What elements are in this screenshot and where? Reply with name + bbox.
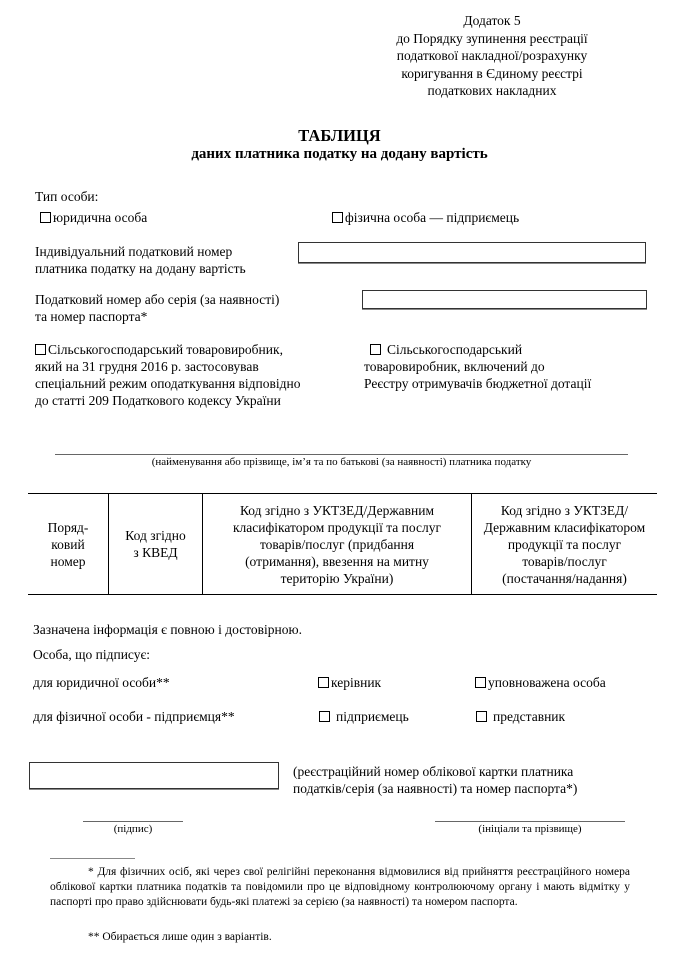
option-label: підприємець [336, 709, 409, 724]
person-type-individual-entrepreneur[interactable] [332, 209, 519, 226]
signature-line[interactable] [83, 821, 183, 822]
checkbox[interactable] [319, 711, 330, 722]
appendix-header [372, 12, 612, 100]
signer-row-individual-label: для фізичної особи - підприємця** [33, 709, 235, 724]
option-text: Сільськогосподарський товаровиробник, [48, 342, 283, 357]
confirmation-text: Зазначена інформація є повною і достовірною. [33, 622, 302, 637]
footnote-separator [50, 858, 135, 859]
ipn-label-line: Індивідуальний податковий номер [35, 244, 233, 259]
checkbox[interactable] [476, 711, 487, 722]
checkbox[interactable] [332, 212, 343, 223]
initials-caption: (ініціали та прізвище) [478, 823, 582, 835]
option-text: спеціальний режим оподаткування відповідно [35, 376, 301, 391]
appendix-line: податкової накладної/розрахунку [396, 48, 588, 64]
checkbox[interactable] [370, 344, 381, 355]
appendix-line: податкових накладних [427, 83, 557, 99]
option-label: представник [493, 709, 566, 724]
option-label: уповноважена особа [488, 675, 606, 690]
col-header-supply-code: Код згідно з УКТЗЕД/ Державним класифікатором продукції та послуг товарів/послуг (постачання/надання) [472, 494, 658, 595]
option-label: керівник [331, 675, 382, 690]
person-type-label: Тип особи: [35, 189, 99, 204]
table-header-row [28, 494, 657, 595]
document-subtitle: даних платника податку на додану вартість [191, 146, 488, 162]
person-type-legal-entity[interactable] [40, 209, 147, 226]
signer-option-authorized-person[interactable] [475, 674, 606, 691]
tax-number-field[interactable] [362, 290, 647, 309]
option-text: до статті 209 Податкового кодексу України [35, 393, 281, 408]
checkbox[interactable] [40, 212, 51, 223]
option-text: Сільськогосподарський [387, 342, 523, 357]
col-header-sequence-number: Поряд- ковий номер [28, 494, 109, 595]
caption-line: податків/серія (за наявності) та номер паспорта*) [293, 781, 578, 796]
ipn-label [35, 243, 246, 277]
signer-label: Особа, що підписує: [33, 647, 151, 662]
agri-producer-special-regime[interactable] [35, 341, 335, 409]
document-title: ТАБЛИЦЯ [298, 126, 381, 145]
ipn-field[interactable] [298, 242, 646, 263]
signer-option-director[interactable] [318, 674, 381, 691]
checkbox[interactable] [475, 677, 486, 688]
caption-line: (реєстраційний номер облікової картки платника [293, 764, 574, 779]
registration-number-caption [293, 763, 577, 797]
col-header-kved-code: Код згідно з КВЕД [109, 494, 203, 595]
name-signature-line[interactable] [55, 454, 628, 455]
option-text: який на 31 грудня 2016 р. застосовував [35, 359, 259, 374]
signer-row-legal-label: для юридичної особи** [33, 675, 170, 690]
registration-number-input[interactable] [30, 763, 278, 788]
checkbox[interactable] [318, 677, 329, 688]
option-label: фізична особа — підприємець [345, 210, 520, 225]
name-caption: (найменування або прізвище, ім’я та по батькові (за наявності) платника податку [151, 456, 532, 468]
appendix-line: до Порядку зупинення реєстрації [396, 30, 588, 46]
tax-number-input[interactable] [363, 291, 646, 308]
ipn-label-line: платника податку на додану вартість [35, 261, 246, 276]
agri-producer-subsidy-registry[interactable] [364, 341, 654, 392]
signature-caption: (підпис) [113, 823, 153, 835]
appendix-line: коригування в Єдиному реєстрі [401, 65, 583, 81]
footnote-1: * Для фізичних осіб, які через свої релігійні переконання відмовилися від прийняття реєстраційного номера облікової картки платника податків та повідомили про це відповідному контролюючому органу і мають відмітку у паспорті про право здійснювати будь-які платежі за серією (за наявності) та номером паспорта. [50, 866, 630, 908]
option-label: юридична особа [53, 210, 148, 225]
registration-number-field[interactable] [29, 762, 279, 789]
signer-option-entrepreneur[interactable] [319, 708, 409, 725]
initials-line[interactable] [435, 821, 625, 822]
tax-number-label-line: та номер паспорта* [35, 309, 148, 324]
footnote-2: ** Обирається лише один з варіантів. [88, 931, 272, 943]
option-text: товаровиробник, включений до [364, 359, 545, 374]
signer-option-representative[interactable] [476, 708, 565, 725]
appendix-line: Додаток 5 [463, 13, 521, 28]
ipn-input[interactable] [299, 243, 645, 262]
tax-number-label [35, 291, 279, 325]
col-header-purchase-code: Код згідно з УКТЗЕД/Державним класифікатором продукції та послуг товарів/послуг (придбання (отримання), ввезення на митну територію України) [203, 494, 472, 595]
tax-number-label-line: Податковий номер або серія (за наявності) [35, 292, 280, 307]
codes-table [28, 493, 657, 595]
option-text: Реєстру отримувачів бюджетної дотації [364, 376, 592, 391]
checkbox[interactable] [35, 344, 46, 355]
